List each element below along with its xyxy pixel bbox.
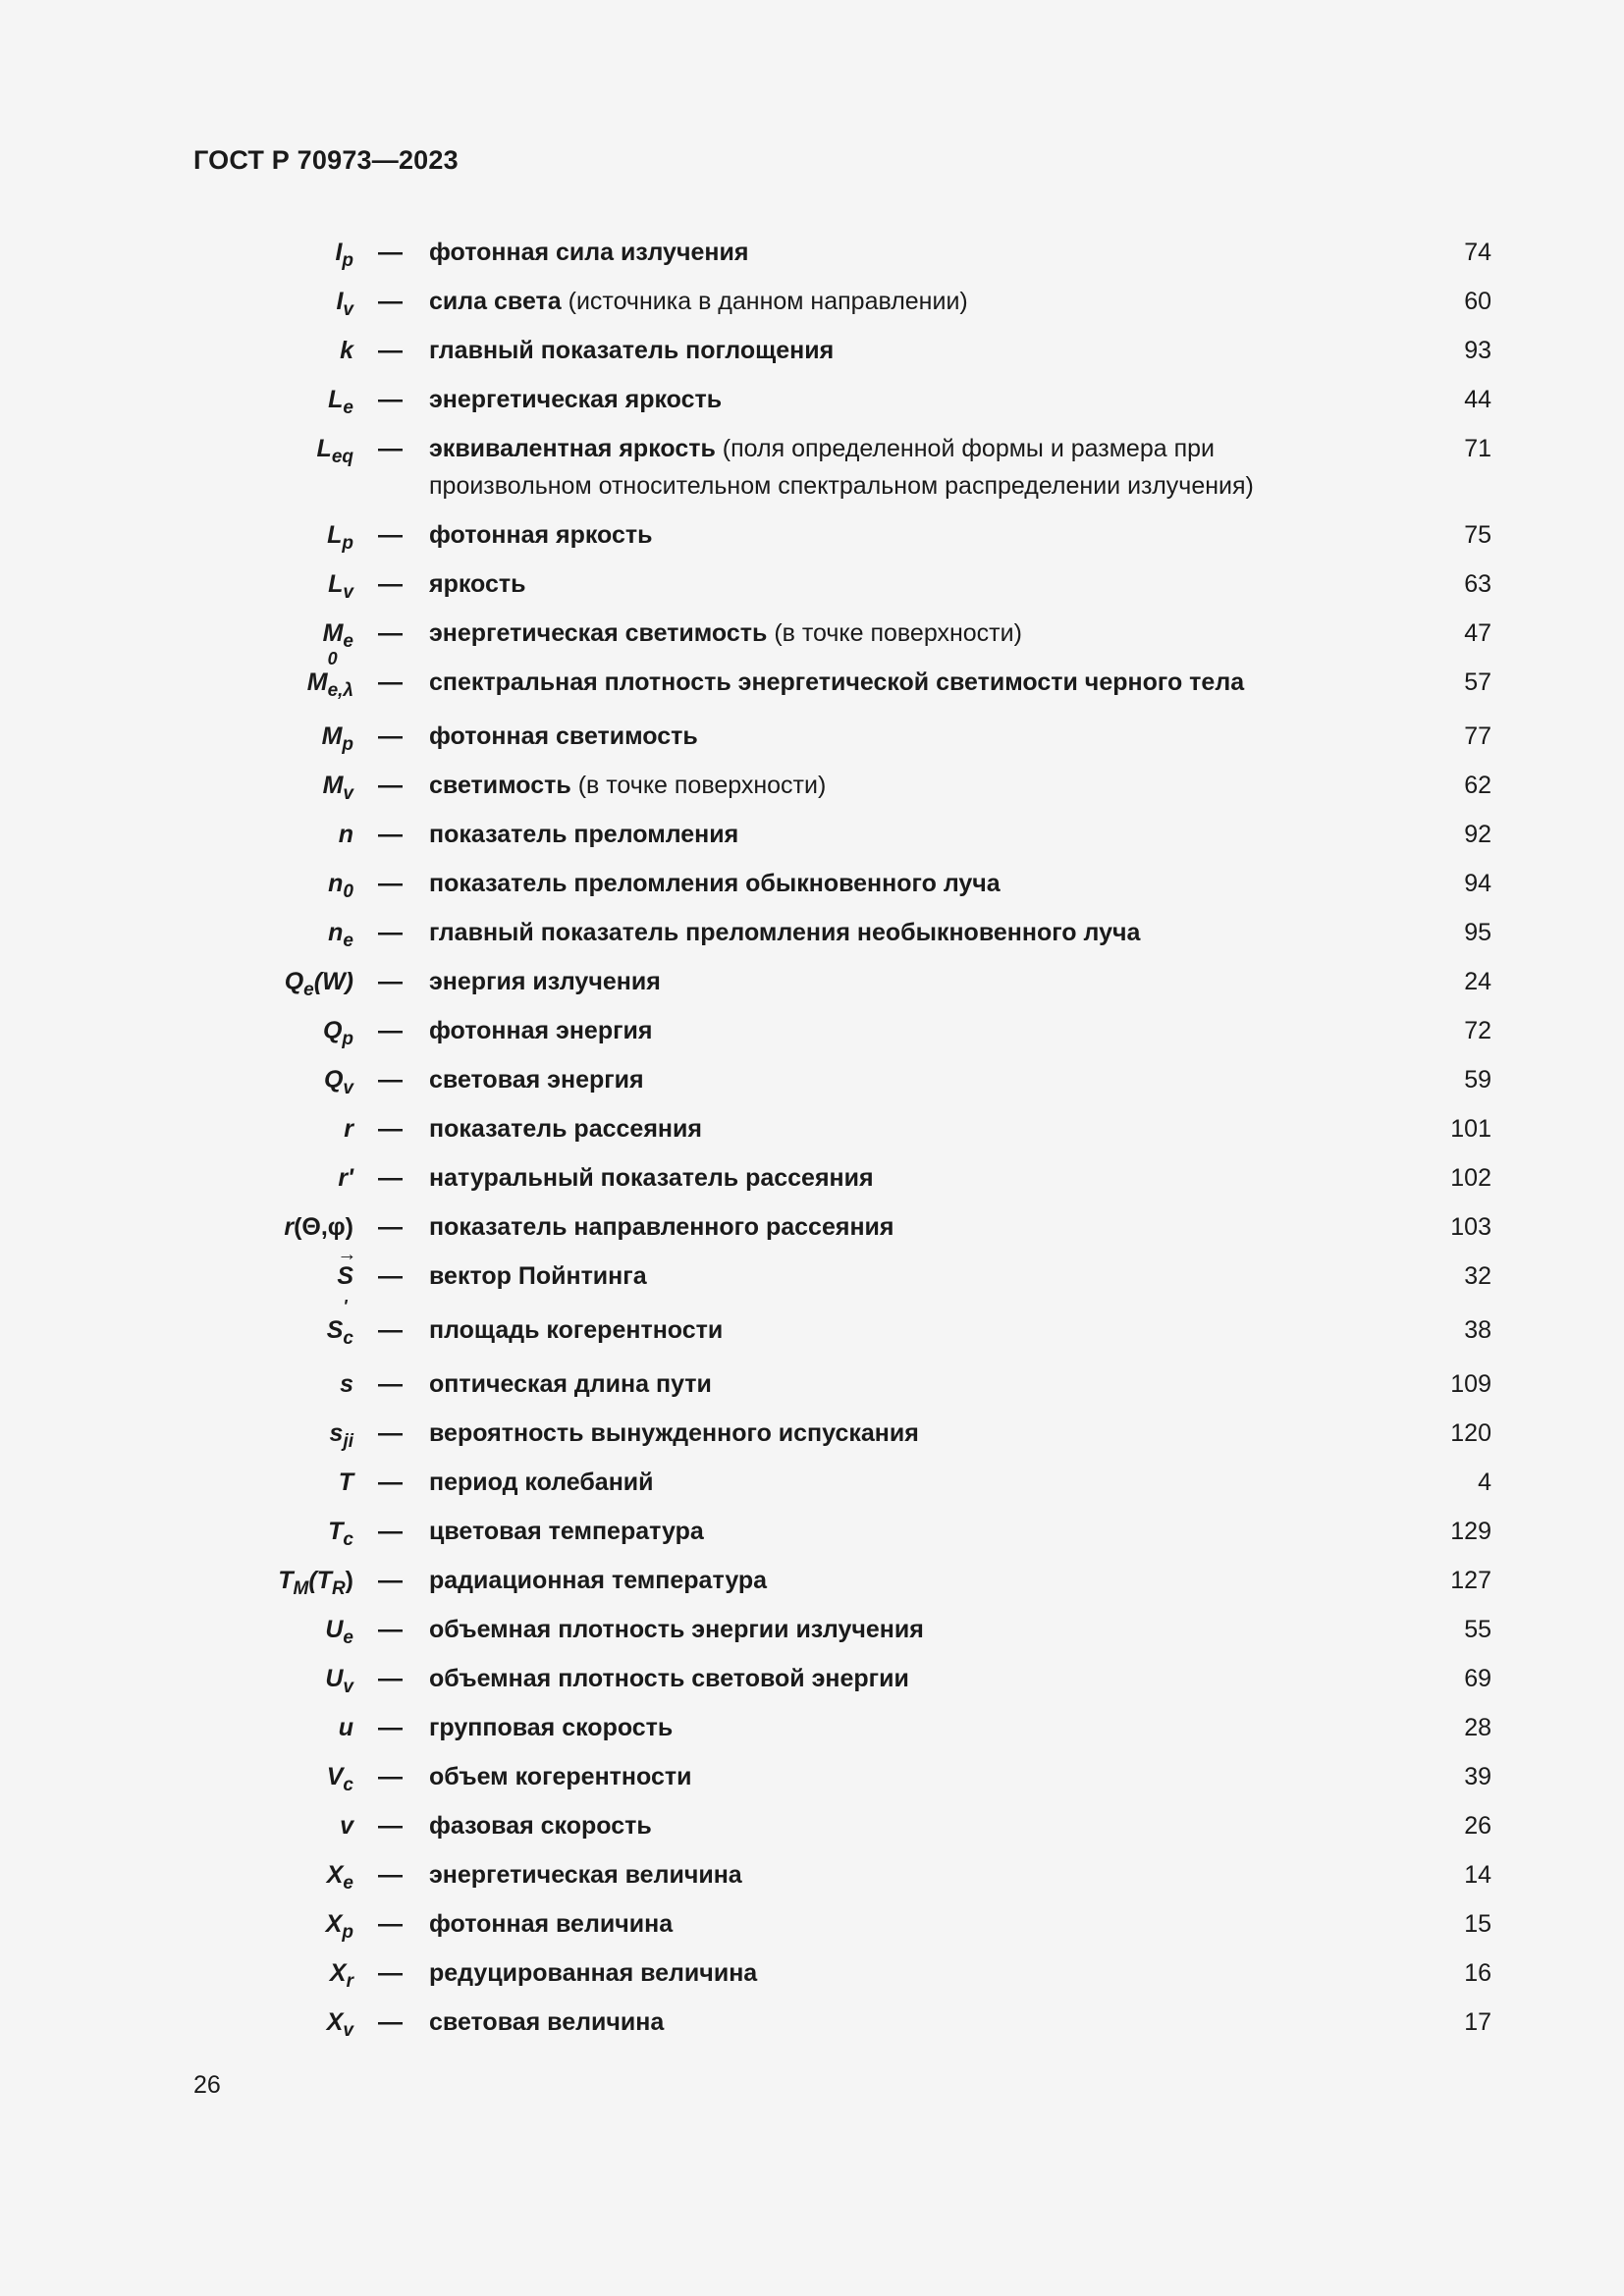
term-name: эквивалентная яркость — [429, 435, 716, 462]
term-name: фотонная сила излучения — [429, 239, 749, 266]
symbol — [306, 649, 353, 701]
em-dash: — — [378, 1316, 403, 1344]
symbol-subscript: v — [343, 2020, 353, 2041]
symbol — [338, 1159, 353, 1197]
term-text — [429, 283, 1411, 320]
vector-arrow-icon: → — [337, 1244, 357, 1265]
index-row — [0, 234, 1624, 283]
term-number: 60 — [1464, 288, 1491, 315]
page-number: 26 — [193, 2071, 221, 2099]
symbol — [340, 332, 353, 369]
symbol-main: v — [340, 1812, 353, 1840]
term-text — [429, 614, 1411, 652]
symbol — [328, 865, 353, 902]
em-dash: — — [378, 1812, 403, 1840]
em-dash: — — [378, 1567, 403, 1594]
term-text — [429, 865, 1411, 902]
symbol — [339, 1464, 353, 1501]
em-dash: — — [378, 968, 403, 995]
term-name: групповая скорость — [429, 1714, 674, 1741]
symbol — [323, 614, 353, 652]
symbol-main: V — [326, 1763, 344, 1790]
term-text — [429, 1611, 1411, 1648]
term-name: главный показатель преломления необыкновенного луча — [429, 919, 1141, 946]
index-row — [0, 1905, 1624, 1954]
term-name: радиационная температура — [429, 1567, 768, 1594]
index-row — [0, 283, 1624, 332]
term-text — [429, 963, 1411, 1000]
term-text — [429, 1464, 1411, 1501]
term-number: 71 — [1464, 435, 1491, 462]
symbol — [327, 1856, 353, 1894]
em-dash: — — [378, 1518, 403, 1545]
term-text — [429, 816, 1411, 853]
term-number: 95 — [1464, 919, 1491, 946]
symbol-main: Q — [323, 1066, 344, 1094]
term-text — [429, 1660, 1411, 1697]
index-row — [0, 332, 1624, 381]
term-name: вектор Пойнтинга — [429, 1262, 647, 1290]
term-text — [429, 1415, 1411, 1452]
symbol-subscript: e — [343, 931, 353, 951]
term-number: 94 — [1464, 870, 1491, 897]
symbol — [325, 1611, 353, 1648]
term-number: 129 — [1450, 1518, 1491, 1545]
index-row — [0, 963, 1624, 1012]
symbol-main: X — [329, 1959, 347, 1987]
term-number: 15 — [1464, 1910, 1491, 1938]
symbol-main: u — [338, 1714, 353, 1741]
symbol-superscript: 0 — [327, 649, 338, 668]
symbol-subscript: c — [343, 1529, 353, 1550]
term-number: 17 — [1464, 2008, 1491, 2036]
term-number: 4 — [1478, 1468, 1491, 1496]
symbol-suffix: (Θ,φ) — [294, 1213, 353, 1241]
term-text — [429, 1562, 1411, 1599]
symbol — [324, 1061, 353, 1098]
term-number: 32 — [1464, 1262, 1491, 1290]
symbol-main: r — [344, 1115, 353, 1143]
term-number: 69 — [1464, 1665, 1491, 1692]
symbol — [336, 283, 353, 320]
term-text — [429, 664, 1411, 701]
symbol-main: X — [326, 1861, 344, 1889]
term-name: энергетическая светимость — [429, 619, 768, 647]
symbol — [337, 1244, 357, 1295]
symbol-main: U — [325, 1616, 344, 1643]
term-text — [429, 767, 1411, 804]
symbol — [317, 430, 353, 467]
symbol-main: k — [340, 337, 353, 364]
symbol — [327, 2003, 353, 2041]
term-number: 103 — [1450, 1213, 1491, 1241]
index-row — [0, 1758, 1624, 1807]
symbol — [328, 381, 353, 418]
term-name: показатель преломления — [429, 821, 739, 848]
term-number: 16 — [1464, 1959, 1491, 1987]
symbol-main: T — [328, 1518, 344, 1545]
symbol-main: n — [328, 870, 344, 897]
term-name: показатель преломления обыкновенного луча — [429, 870, 1001, 897]
term-name: световая энергия — [429, 1066, 644, 1094]
symbol-main: S — [326, 1316, 344, 1344]
symbol — [330, 1415, 353, 1452]
term-name: цветовая температура — [429, 1518, 704, 1545]
term-number: 59 — [1464, 1066, 1491, 1094]
symbol-subscript: c — [343, 1775, 353, 1795]
term-qualifier: (источника в данном направлении) — [561, 288, 968, 315]
symbol-subscript: e — [343, 398, 353, 418]
symbol — [328, 565, 353, 603]
index-row — [0, 381, 1624, 430]
symbol-subscript: v — [343, 299, 353, 320]
index-row — [0, 614, 1624, 664]
em-dash: — — [378, 1164, 403, 1192]
em-dash: — — [378, 386, 403, 413]
index-row — [0, 718, 1624, 767]
symbol-main: S → — [337, 1257, 353, 1295]
term-text — [429, 1061, 1411, 1098]
symbol — [344, 1110, 353, 1148]
term-qualifier: (поля определенной формы и размера при произвольном относительном спектральном распределении излучения) — [429, 435, 1254, 500]
em-dash: — — [378, 772, 403, 799]
symbol-subscript: c — [343, 1328, 353, 1349]
em-dash: — — [378, 239, 403, 266]
em-dash: — — [378, 1959, 403, 1987]
symbol-suffix-subscript: R — [331, 1578, 346, 1599]
symbol-suffix: (T — [308, 1567, 332, 1594]
index-row — [0, 1061, 1624, 1110]
index-row — [0, 1660, 1624, 1709]
symbol-main: M — [322, 772, 344, 799]
term-number: 101 — [1450, 1115, 1491, 1143]
em-dash: — — [378, 919, 403, 946]
symbol-subscript: e — [343, 1873, 353, 1894]
em-dash: — — [378, 1861, 403, 1889]
em-dash: — — [378, 2008, 403, 2036]
em-dash: — — [378, 1066, 403, 1094]
index-row — [0, 767, 1624, 816]
term-name: фотонная энергия — [429, 1017, 653, 1044]
symbol — [335, 234, 353, 271]
term-number: 14 — [1464, 1861, 1491, 1889]
index-row — [0, 1415, 1624, 1464]
symbol-subscript: v — [343, 1677, 353, 1697]
em-dash: — — [378, 1213, 403, 1241]
symbol-main: s — [340, 1370, 353, 1398]
symbol-main: L — [316, 435, 332, 462]
symbol-subscript: e — [303, 980, 314, 1000]
em-dash: — — [378, 1616, 403, 1643]
term-text — [429, 565, 1411, 603]
symbol — [340, 1365, 353, 1403]
em-dash: — — [378, 288, 403, 315]
symbol-main: r' — [338, 1164, 353, 1192]
em-dash: — — [378, 1017, 403, 1044]
index-row — [0, 1012, 1624, 1061]
term-text — [429, 1257, 1411, 1295]
symbol-subscript: p — [342, 533, 353, 554]
index-row — [0, 1807, 1624, 1856]
em-dash: — — [378, 1370, 403, 1398]
symbol-subscript: e,λ — [327, 680, 353, 701]
symbol — [327, 516, 353, 554]
symbol-subscript: v — [343, 783, 353, 804]
term-text — [429, 516, 1411, 554]
symbol-subscript: v — [343, 1078, 353, 1098]
symbol — [323, 1012, 353, 1049]
term-name: показатель рассеяния — [429, 1115, 702, 1143]
index-row — [0, 1365, 1624, 1415]
term-name: энергетическая величина — [429, 1861, 742, 1889]
term-text — [429, 1807, 1411, 1844]
index-row — [0, 816, 1624, 865]
symbol-main: n — [328, 919, 344, 946]
term-number: 74 — [1464, 239, 1491, 266]
symbol-main: M — [321, 722, 343, 750]
symbol — [323, 767, 353, 804]
symbol-main: T — [278, 1567, 294, 1594]
em-dash: — — [378, 1419, 403, 1447]
term-text — [429, 1954, 1411, 1992]
em-dash: — — [378, 337, 403, 364]
symbol — [322, 718, 353, 755]
symbol-superscript: ' — [343, 1297, 348, 1316]
symbol-main: M — [306, 668, 328, 696]
term-name: фазовая скорость — [429, 1812, 652, 1840]
index-row — [0, 1562, 1624, 1611]
term-text — [429, 430, 1273, 505]
symbol-main: M — [322, 619, 344, 647]
index-row — [0, 565, 1624, 614]
symbol-main: X — [325, 1910, 343, 1938]
symbol-subscript: p — [342, 734, 353, 755]
symbol-subscript: e — [343, 1628, 353, 1648]
term-number: 63 — [1464, 570, 1491, 598]
term-name: объемная плотность энергии излучения — [429, 1616, 924, 1643]
document-header: ГОСТ Р 70973—2023 — [193, 145, 459, 175]
term-text — [429, 1709, 1411, 1746]
term-name: спектральная плотность энергетической светимости черного тела — [429, 668, 1245, 696]
symbol-subscript: e — [343, 631, 353, 652]
term-text — [429, 1758, 1411, 1795]
term-text — [429, 332, 1411, 369]
term-text — [429, 1159, 1411, 1197]
term-text — [429, 914, 1411, 951]
term-text — [429, 1365, 1411, 1403]
index-row — [0, 430, 1624, 516]
symbol — [327, 1758, 353, 1795]
term-text — [429, 718, 1411, 755]
index-row — [0, 516, 1624, 565]
em-dash: — — [378, 1714, 403, 1741]
symbol-main: Q — [284, 968, 304, 995]
symbol — [330, 1954, 353, 1992]
em-dash: — — [378, 619, 403, 647]
symbol — [339, 816, 353, 853]
term-name: оптическая длина пути — [429, 1370, 712, 1398]
term-name: вероятность вынужденного испускания — [429, 1419, 919, 1447]
term-number: 77 — [1464, 722, 1491, 750]
symbol-subscript: p — [342, 250, 353, 271]
index-row — [0, 1110, 1624, 1159]
em-dash: — — [378, 722, 403, 750]
term-number: 44 — [1464, 386, 1491, 413]
symbol — [285, 963, 353, 1000]
index-row — [0, 1464, 1624, 1513]
em-dash: — — [378, 1665, 403, 1692]
term-number: 102 — [1450, 1164, 1491, 1192]
symbol — [278, 1562, 353, 1599]
em-dash: — — [378, 1910, 403, 1938]
index-row — [0, 914, 1624, 963]
term-number: 28 — [1464, 1714, 1491, 1741]
term-text — [429, 1012, 1411, 1049]
term-number: 57 — [1464, 668, 1491, 696]
term-name: яркость — [429, 570, 526, 598]
em-dash: — — [378, 668, 403, 696]
symbol-main: s — [329, 1419, 344, 1447]
symbol-index-list — [0, 234, 1624, 2053]
term-text — [429, 1208, 1411, 1246]
term-text — [429, 1905, 1411, 1943]
symbol-main: I — [336, 288, 344, 315]
symbol — [326, 1297, 353, 1349]
index-row — [0, 1513, 1624, 1562]
term-number: 39 — [1464, 1763, 1491, 1790]
symbol-suffix: (W) — [313, 968, 353, 995]
symbol-subscript: M — [293, 1578, 309, 1599]
term-name: показатель направленного рассеяния — [429, 1213, 894, 1241]
symbol-main: I — [335, 239, 343, 266]
em-dash: — — [378, 1115, 403, 1143]
index-row — [0, 2003, 1624, 2053]
index-row — [0, 1208, 1624, 1257]
term-number: 127 — [1450, 1567, 1491, 1594]
term-number: 120 — [1450, 1419, 1491, 1447]
term-number: 62 — [1464, 772, 1491, 799]
term-text — [429, 234, 1411, 271]
term-qualifier: (в точке поверхности) — [570, 772, 827, 799]
term-number: 109 — [1450, 1370, 1491, 1398]
em-dash: — — [378, 521, 403, 549]
term-number: 24 — [1464, 968, 1491, 995]
symbol-subscript: 0 — [343, 881, 353, 902]
term-number: 38 — [1464, 1316, 1491, 1344]
term-name: объемная плотность световой энергии — [429, 1665, 909, 1692]
term-name: фотонная светимость — [429, 722, 698, 750]
em-dash: — — [378, 821, 403, 848]
term-name: главный показатель поглощения — [429, 337, 835, 364]
symbol-subscript: p — [342, 1922, 353, 1943]
em-dash: — — [378, 1763, 403, 1790]
symbol-main: U — [325, 1665, 344, 1692]
term-qualifier: (в точке поверхности) — [767, 619, 1022, 647]
term-name: энергия излучения — [429, 968, 661, 995]
symbol-subscript: ji — [343, 1431, 353, 1452]
term-text — [429, 1311, 1411, 1349]
em-dash: — — [378, 870, 403, 897]
symbol-main: n — [338, 821, 353, 848]
index-row — [0, 1856, 1624, 1905]
term-name: светимость — [429, 772, 571, 799]
term-number: 92 — [1464, 821, 1491, 848]
symbol — [328, 1513, 353, 1550]
symbol — [325, 1660, 353, 1697]
symbol-main: L — [328, 386, 344, 413]
term-name: сила света — [429, 288, 562, 315]
em-dash: — — [378, 570, 403, 598]
index-row — [0, 1159, 1624, 1208]
term-number: 55 — [1464, 1616, 1491, 1643]
index-row — [0, 1244, 1624, 1311]
term-text — [429, 1110, 1411, 1148]
symbol-main: X — [326, 2008, 344, 2036]
term-number: 47 — [1464, 619, 1491, 647]
em-dash: — — [378, 435, 403, 462]
index-row — [0, 1954, 1624, 2003]
symbol-suffix-close: ) — [345, 1567, 353, 1594]
symbol — [328, 914, 353, 951]
index-row — [0, 1611, 1624, 1660]
index-row — [0, 1297, 1624, 1365]
symbol-main: T — [338, 1468, 353, 1496]
term-name: объем когерентности — [429, 1763, 692, 1790]
symbol — [340, 1807, 353, 1844]
index-row — [0, 649, 1624, 718]
symbol — [326, 1905, 353, 1943]
term-name: площадь когерентности — [429, 1316, 724, 1344]
term-number: 93 — [1464, 337, 1491, 364]
term-number: 26 — [1464, 1812, 1491, 1840]
term-name: энергетическая яркость — [429, 386, 723, 413]
term-text — [429, 1513, 1411, 1550]
em-dash: — — [378, 1468, 403, 1496]
term-number: 72 — [1464, 1017, 1491, 1044]
symbol-subscript: v — [343, 582, 353, 603]
symbol-main: L — [328, 570, 344, 598]
term-name: редуцированная величина — [429, 1959, 758, 1987]
em-dash: — — [378, 1262, 403, 1290]
symbol-subscript: eq — [331, 447, 353, 467]
symbol-main: r — [284, 1213, 295, 1241]
term-text — [429, 2003, 1411, 2041]
index-row — [0, 1709, 1624, 1758]
term-name: натуральный показатель рассеяния — [429, 1164, 874, 1192]
symbol-subscript: p — [342, 1029, 353, 1049]
index-row — [0, 865, 1624, 914]
term-name: фотонная величина — [429, 1910, 674, 1938]
term-name: период колебаний — [429, 1468, 654, 1496]
symbol-main: Q — [322, 1017, 343, 1044]
symbol-subscript: r — [346, 1971, 353, 1992]
symbol-main: L — [327, 521, 343, 549]
term-number: 75 — [1464, 521, 1491, 549]
symbol — [339, 1709, 353, 1746]
term-name: световая величина — [429, 2008, 665, 2036]
term-name: фотонная яркость — [429, 521, 653, 549]
term-text — [429, 381, 1411, 418]
term-text — [429, 1856, 1411, 1894]
